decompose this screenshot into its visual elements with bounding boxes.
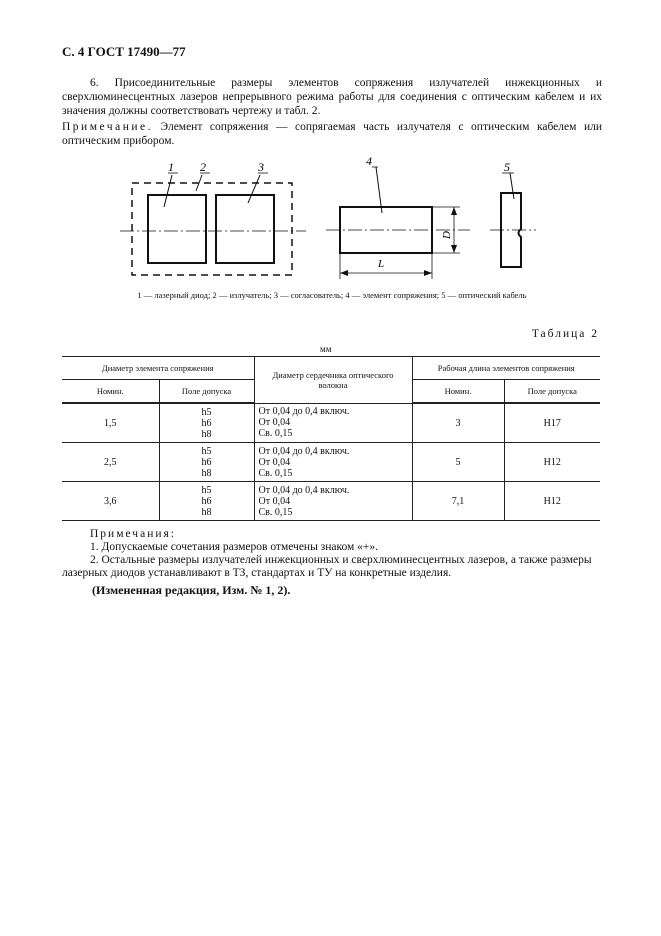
label-5: 5 [504,160,510,174]
dimensions-table [62,356,600,521]
emitter-outline [132,183,292,275]
cell-nomin: 3,6 [62,482,159,521]
laser-diode-shape [148,195,206,263]
cell-length-tolerance: Н17 [504,403,600,443]
table-unit: мм [320,344,332,354]
table-row [62,482,600,521]
matcher-shape [216,195,274,263]
note-intro-label: Примечание. [62,121,153,133]
cell-length-tolerance: Н12 [504,482,600,521]
header-diameter: Диаметр элемента сопряжения [62,357,254,380]
cell-length: 5 [412,443,504,482]
table-row [62,443,600,482]
table-header-row [62,357,600,380]
header-tolerance-length: Поле допуска [504,380,600,404]
figure-caption: 1 — лазерный диод; 2 — излучатель; 3 — согласователь; 4 — элемент сопряжения; 5 — оптический кабель [137,290,527,300]
header-nomin: Номин. [62,380,159,404]
note-intro [62,120,602,148]
leader-1 [164,175,172,207]
cell-length: 3 [412,403,504,443]
header-tolerance: Поле допуска [159,380,254,404]
label-4: 4 [366,155,372,168]
paragraph-6: 6. Присоединительные размеры элементов сопряжения излучателей инжекционных и сверхлюминесцентных лазеров непрерывного режима работы для соединения с оптическим кабелем и их значения должны соответствовать чертежу и табл. 2. [62,77,602,117]
cell-tolerance: h5 h6 h8 [159,443,254,482]
label-2: 2 [200,160,206,174]
cell-nomin: 1,5 [62,403,159,443]
note-intro-text: Элемент сопряжения — сопрягаемая часть излучателя с оптическим кабелем или оптическим прибором. [62,121,602,147]
notes-heading: Примечания: [90,528,176,540]
leader-5 [510,173,514,199]
page-header: С. 4 ГОСТ 17490—77 [62,44,186,59]
cell-core: От 0,04 до 0,4 включ. От 0,04 Св. 0,15 [254,482,412,521]
cell-core: От 0,04 до 0,4 включ. От 0,04 Св. 0,15 [254,403,412,443]
notes-block [62,528,602,580]
header-nomin-length: Номин. [412,380,504,404]
leader-3 [248,175,260,203]
cell-length-tolerance: Н12 [504,443,600,482]
header-length: Рабочая длина элементов сопряжения [412,357,600,380]
note-item: 1. Допускаемые сочетания размеров отмечены знаком «+». [90,541,379,553]
cell-core: От 0,04 до 0,4 включ. От 0,04 Св. 0,15 [254,443,412,482]
table-row [62,403,600,443]
header-core-diameter: Диаметр сердечника оптического волокна [254,357,412,404]
edition-note: (Измененная редакция, Изм. № 1, 2). [92,583,291,597]
label-1: 1 [168,160,174,174]
dimension-l-label: L [378,258,385,270]
note-item: 2. Остальные размеры излучателей инжекционных и сверхлюминесцентных лазеров, а также размеры лазерных диодов устанавливают в ТЗ, стандартах и ТУ на конкретные изделия. [62,554,592,579]
cell-nomin: 2,5 [62,443,159,482]
drawing-figure [120,155,540,287]
label-3: 3 [258,160,264,174]
cell-length: 7,1 [412,482,504,521]
table-title: Таблица 2 [531,328,599,340]
dimension-d-label: D [441,231,453,239]
cell-tolerance: h5 h6 h8 [159,482,254,521]
cell-tolerance: h5 h6 h8 [159,403,254,443]
